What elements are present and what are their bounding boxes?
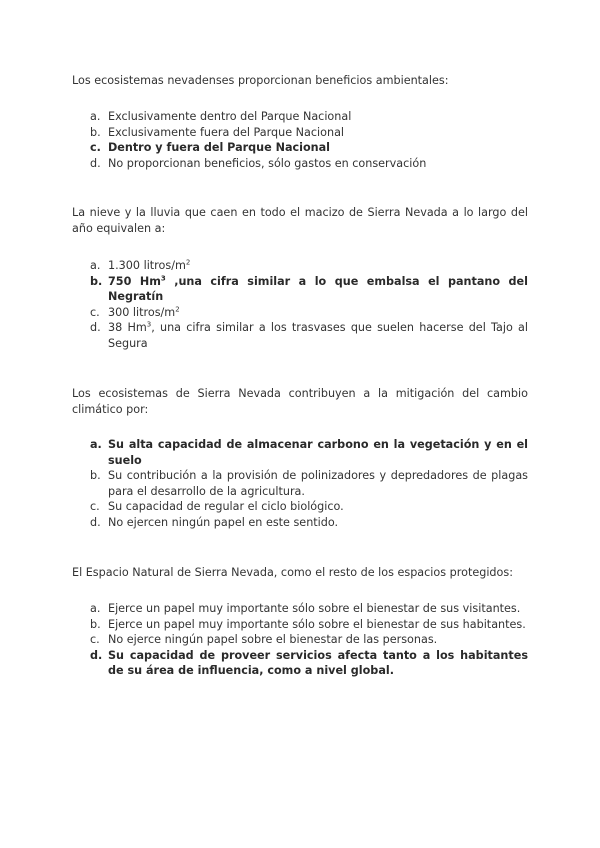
option-text: Exclusivamente dentro del Parque Nacional — [108, 110, 352, 123]
option-text: 38 Hm — [108, 321, 147, 335]
option-text: No proporcionan beneficios, sólo gastos en conservación — [108, 156, 427, 170]
question-3-option-c — [72, 499, 528, 515]
option-superscript: 2 — [185, 258, 191, 267]
option-letter: c. — [90, 141, 101, 155]
question-3-option-d — [72, 515, 528, 531]
question-4-option-c — [72, 632, 528, 648]
option-text: 1.300 litros/m — [108, 259, 186, 272]
question-4-option-b — [72, 617, 528, 633]
option-text: No ejerce ningún papel sobre el bienestar de las personas. — [108, 633, 438, 647]
option-superscript: 3 — [146, 320, 152, 329]
question-2-option-a — [72, 258, 528, 274]
option-text-post: , una cifra similar a los trasvases que suelen hacerse del Tajo al Segura — [108, 321, 528, 350]
option-letter: c. — [90, 633, 100, 647]
question-1-option-d — [72, 156, 528, 172]
question-4-options — [72, 601, 528, 679]
option-letter: b. — [90, 469, 101, 483]
option-text: Su alta capacidad de almacenar carbono en la vegetación y en el suelo — [108, 438, 528, 467]
question-1-option-b — [72, 125, 528, 141]
option-letter: c. — [90, 500, 100, 514]
option-text: 300 litros/m — [108, 305, 176, 319]
option-superscript: 3 — [160, 273, 166, 282]
option-text: No ejercen ningún papel en este sentido. — [108, 515, 339, 529]
option-text: Su capacidad de proveer servicios afecta tanto a los habitantes de su área de influencia, como a nivel global. — [108, 648, 528, 678]
option-letter: b. — [90, 617, 101, 631]
option-letter: c. — [90, 305, 100, 319]
option-text-post: ,una cifra similar a lo que embalsa el pantano del Negratín — [108, 274, 528, 304]
option-text: 750 Hm — [108, 274, 161, 288]
option-text: Ejerce un papel muy importante sólo sobre el bienestar de sus visitantes. — [108, 602, 521, 615]
option-letter: a. — [90, 602, 101, 615]
option-letter: d. — [90, 321, 101, 335]
question-4-option-d — [72, 648, 528, 679]
question-3-options — [72, 437, 528, 531]
option-letter: d. — [90, 156, 101, 170]
question-3-option-b — [72, 468, 528, 499]
option-letter: a. — [90, 438, 102, 451]
option-text: Ejerce un papel muy importante sólo sobre el bienestar de sus habitantes. — [108, 617, 526, 631]
question-3-text: Los ecosistemas de Sierra Nevada contribuyen a la mitigación del cambio climático por: — [72, 387, 528, 416]
question-1-options — [72, 109, 528, 171]
option-letter: a. — [90, 259, 101, 272]
question-1-text: Los ecosistemas nevadenses proporcionan beneficios ambientales: — [72, 74, 449, 87]
option-text: Dentro y fuera del Parque Nacional — [108, 141, 331, 155]
question-1-option-a — [72, 109, 528, 125]
option-letter: b. — [90, 274, 103, 288]
question-2-option-c — [72, 305, 528, 321]
option-text: Su contribución a la provisión de polinizadores y depredadores de plagas para el desarrollo de la agricultura. — [108, 469, 528, 498]
option-letter: d. — [90, 515, 101, 529]
option-superscript: 2 — [175, 305, 180, 314]
question-4-option-a — [72, 601, 528, 617]
question-2-options — [72, 258, 528, 352]
option-text: Su capacidad de regular el ciclo biológico. — [108, 500, 344, 514]
question-2-option-d — [72, 320, 528, 351]
option-letter: a. — [90, 110, 101, 123]
option-text: Exclusivamente fuera del Parque Nacional — [108, 125, 345, 139]
question-2-text: La nieve y la lluvia que caen en todo el macizo de Sierra Nevada a lo largo del año equivalen a: — [72, 206, 528, 235]
option-letter: b. — [90, 125, 101, 139]
option-letter: d. — [90, 648, 103, 662]
question-1-option-c — [72, 140, 528, 156]
question-4-text: El Espacio Natural de Sierra Nevada, como el resto de los espacios protegidos: — [72, 566, 513, 579]
question-3-option-a — [72, 437, 528, 468]
question-2-option-b — [72, 274, 528, 305]
